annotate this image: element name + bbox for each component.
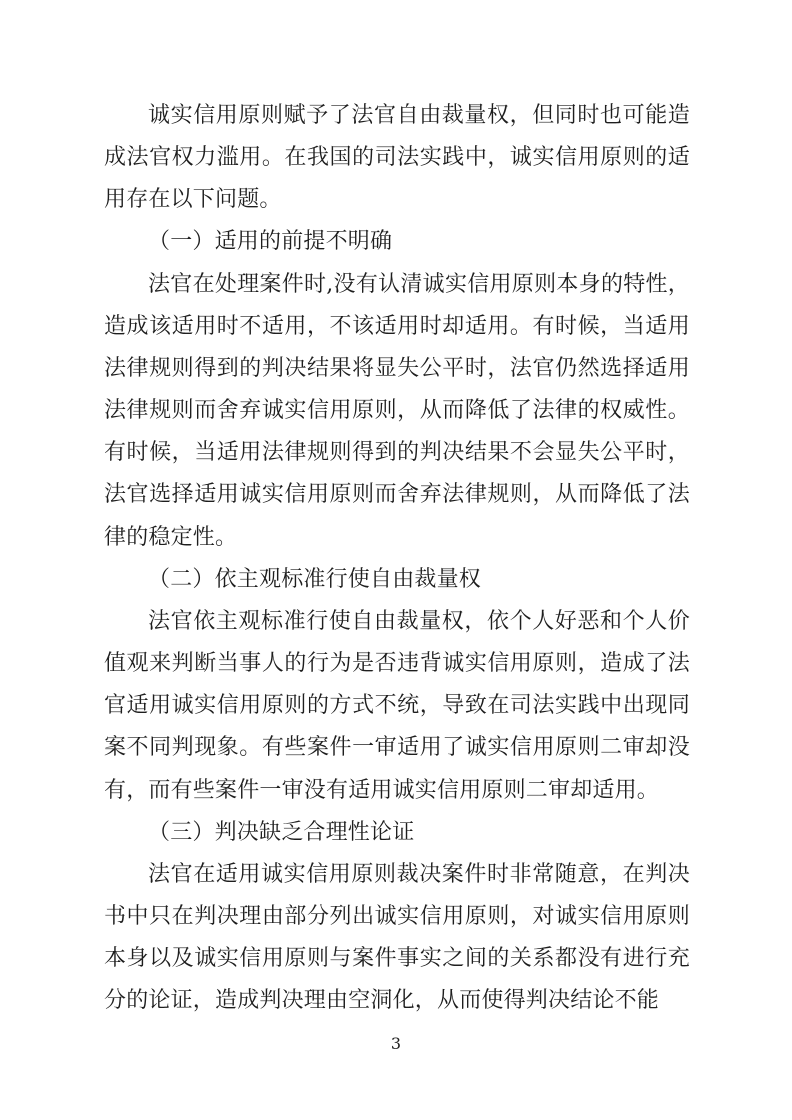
page-number: 3 (390, 1034, 402, 1053)
section-heading-3: （三）判决缺乏合理性论证 (148, 819, 415, 845)
body-paragraph: 法官在处理案件时,没有认清诚实信用原则本身的特性，造成该适用时不适用，不该适用时却适用。有时候，当适用法律规则得到的判决结果将显失公平时，法官仍然选择适用法律规则而舍弃诚实信用原则，从而降低了法律的权威性。有时候，当适用法律规则得到的判决结果不会显失公平时，法官选择适用诚实信用原则而舍弃法律规则，从而降低了法律的稳定性。 (104, 271, 690, 550)
page-footer (0, 1034, 792, 1053)
body-paragraph: 法官依主观标准行使自由裁量权，依个人好恶和个人价值观来判断当事人的行为是否违背诚实信用原则，造成了法官适用诚实信用原则的方式不统，导致在司法实践中出现同案不同判现象。有些案件一审适用了诚实信用原则二审却没有，而有些案件一审没有适用诚实信用原则二审却适用。 (104, 608, 690, 803)
section-heading-1: （一）适用的前提不明确 (148, 229, 393, 255)
section-heading-2: （二）依主观标准行使自由裁量权 (148, 566, 482, 592)
body-paragraph: 法官在适用诚实信用原则裁决案件时非常随意，在判决书中只在判决理由部分列出诚实信用原则，对诚实信用原则本身以及诚实信用原则与案件事实之间的关系都没有进行充分的论证，造成判决理由空洞化，从而使得判决结论不能 (104, 861, 690, 1014)
document-body (104, 95, 690, 1022)
body-paragraph: 诚实信用原则赋予了法官自由裁量权，但同时也可能造成法官权力滥用。在我国的司法实践中，诚实信用原则的适用存在以下问题。 (104, 103, 690, 213)
